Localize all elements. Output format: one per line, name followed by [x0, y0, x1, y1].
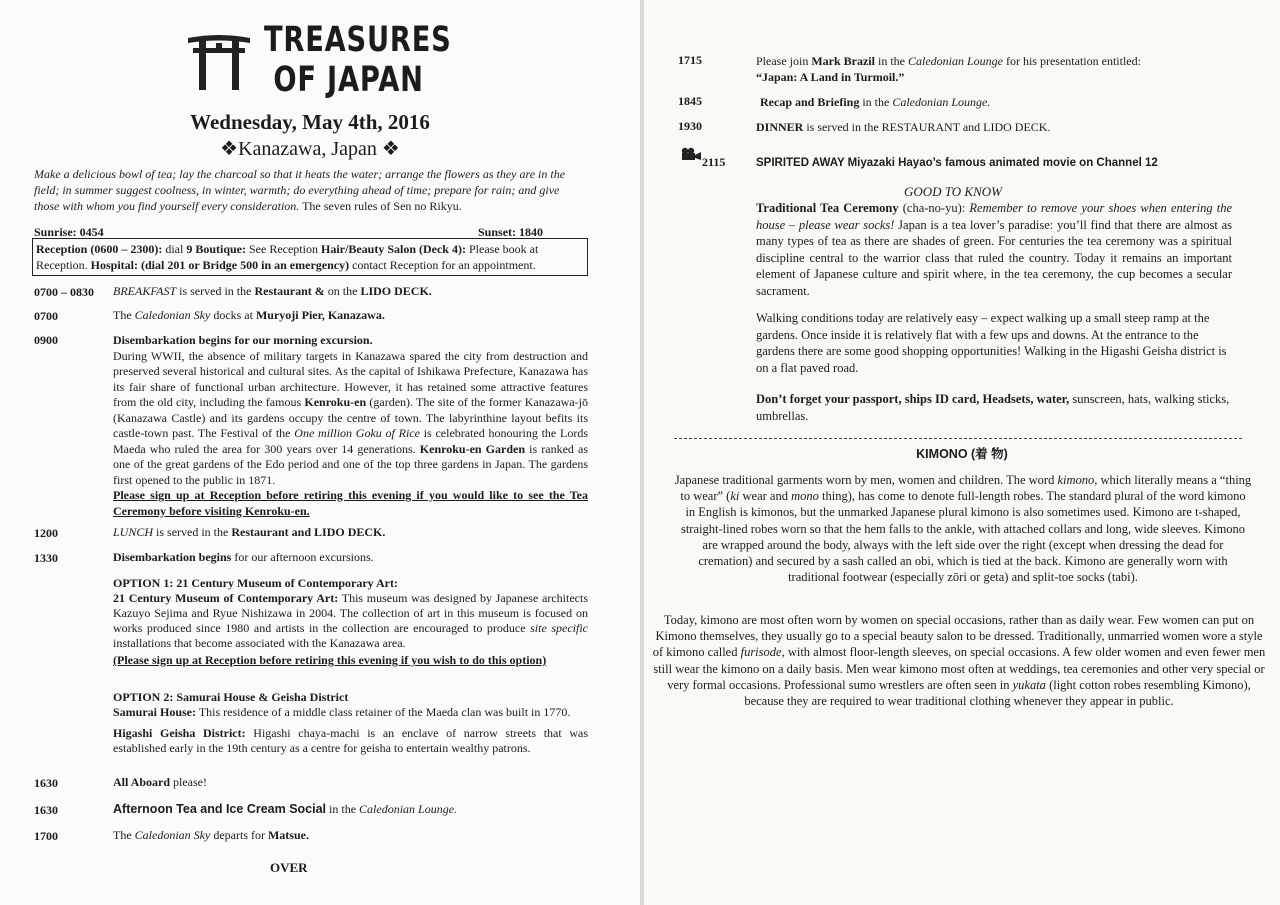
- disembark-p1: During WWII, the absence of military targets in Kanazawa spared the city from destruction and preserved several historical and cultural sites. As the capital of Ishikawa Prefecture, Kanazawa has its fair share of functional urban architecture. However, it has retained some attractive features from the old city, including the famous: [113, 348, 588, 409]
- docks-text: [113, 308, 588, 324]
- kimono-heading: KIMONO (着 物): [916, 447, 1008, 461]
- disembark-heading: Disembarkation begins for our morning excursion.: [113, 333, 373, 347]
- breakfast-text: [113, 284, 588, 300]
- presentation-lounge: Caledonian Lounge: [907, 54, 1003, 68]
- docks-c: docks at: [213, 308, 253, 322]
- afternoon-time: 1330: [34, 551, 58, 565]
- kimono-mono: mono: [791, 489, 819, 504]
- option-1-text: This museum was designed by Japanese architects Kazuyo Sejima and Ryue Nishizawa in 2004. The collection of art in this museum is focused on works produced since 1980 and artists in the collection are encouraged to produce: [113, 591, 588, 635]
- tea-social-time: 1630: [34, 803, 58, 817]
- tea-ceremony-reading: (cha-no-yu):: [902, 201, 966, 215]
- reminder-rest: sunscreen, hats, walking sticks, umbrellas.: [756, 392, 1230, 423]
- walking-conditions-paragraph: Walking conditions today are relatively easy – expect walking up a small steep ramp at the gardens. Once inside it is relatively flat with a few ups and downs. At the entrance to the gardens there are some good shopping opportunities! Walking in the Higashi Geisha district is on a flat paved road.: [756, 311, 1227, 375]
- recap-lounge: Caledonian Lounge.: [892, 95, 991, 109]
- good-to-know-heading: GOOD TO KNOW: [904, 184, 1002, 199]
- geisha-text: Higashi chaya-machi is an enclave of narrow streets that was established early in the 19th century as a centre for geisha to entertain wealthy patrons.: [113, 726, 589, 755]
- option-1-body: [113, 591, 588, 651]
- tea-social-lounge: Caledonian Lounge.: [359, 802, 458, 816]
- tea-social-text: [113, 802, 588, 818]
- right-page: [644, 0, 1280, 905]
- logo-line-2: OF JAPAN: [273, 60, 424, 100]
- kimono-p2b: with almost floor-length sleeves, on special occasions. A few older women and even fewer men still wear the kimono on a daily basis. Men wear kimono most often at weddings, tea ceremonies and other very special or very formal occasions. Professional sumo wrestlers are often seen in: [653, 645, 1266, 692]
- breakfast-time: 0700 – 0830: [34, 285, 94, 299]
- departs-a: The: [113, 828, 132, 842]
- recap-b: in the: [862, 95, 890, 109]
- kimono-paragraph-2: [652, 612, 1266, 709]
- option-1-signup-note: (Please sign up at Reception before retiring this evening if you wish to do this option): [113, 653, 547, 667]
- afternoon-text: [113, 550, 588, 566]
- tea-social-title: Afternoon Tea and Ice Cream Social: [113, 802, 327, 816]
- disembark-p3: is celebrated honouring the Lords Maeda who ruled the area for 300 years over 14 generations.: [113, 426, 589, 456]
- option-1: [113, 576, 588, 668]
- movie-text: SPIRITED AWAY Miyazaki Hayao’s famous animated movie on Channel 12: [756, 157, 1158, 169]
- samurai-label: Samurai House:: [113, 705, 197, 719]
- option-2: [113, 690, 588, 756]
- presentation-text: [756, 53, 1231, 85]
- hospital-label: Hospital:: [90, 258, 138, 272]
- departs-destination: Matsue.: [267, 828, 309, 842]
- kimono-p2a: Today, kimono are most often worn by women on special occasions, rather than as daily wear. Few women can put on Kimono themselves, they usually go to a special beauty salon to be dressed. Traditionally, unmarried women wore a style of kimono called: [652, 613, 1263, 660]
- festival-name: One million Goku of Rice: [294, 426, 420, 440]
- reception-dial: dial: [165, 242, 184, 256]
- geisha-label: Higashi Geisha District:: [113, 726, 246, 740]
- salon-label: Hair/Beauty Salon (Deck 4):: [320, 242, 466, 256]
- tea-social-b: in the: [329, 802, 357, 816]
- services-info-box: [32, 238, 588, 276]
- breakfast-b: is served in the: [179, 284, 252, 298]
- departs-c: departs for: [213, 828, 265, 842]
- recap-time: 1845: [678, 94, 702, 108]
- boutique-text: See Reception: [249, 242, 318, 256]
- disembark-time: 0900: [34, 333, 58, 347]
- reception-label: Reception (0600 – 2300):: [36, 242, 163, 256]
- movie-camera-icon: [680, 147, 702, 161]
- breakfast-word: BREAKFAST: [113, 284, 177, 298]
- dinner-b: is served in the RESTAURANT and LIDO DECK.: [806, 120, 1051, 134]
- over-label: OVER: [270, 860, 308, 875]
- breakfast-d: on the: [327, 284, 358, 298]
- samurai-house: [113, 705, 588, 720]
- quote-attribution: The seven rules of Sen no Rikyu.: [302, 199, 462, 213]
- port-heading: ❖Kanazawa, Japan ❖: [220, 138, 400, 160]
- presentation-c: in the: [877, 54, 905, 68]
- treasures-of-japan-logo: [186, 20, 452, 106]
- reception-number: 9: [186, 242, 193, 256]
- kimono-p1b: which literally means a “thing to wear” (: [680, 473, 1252, 504]
- hospital-text: (dial 201 or Bridge 500 in an emergency): [141, 258, 350, 272]
- sunrise: Sunrise: 0454: [34, 225, 104, 239]
- presentation-title: “Japan: A Land in Turmoil.”: [756, 70, 905, 84]
- afternoon-a: Disembarkation begins: [113, 550, 232, 564]
- tea-ceremony-signup-note: Please sign up at Reception before retiring this evening if you would like to see the Tea Ceremony before visiting Kenroku-en.: [113, 488, 588, 518]
- breakfast-c: Restaurant &: [254, 284, 325, 298]
- lunch-c: Restaurant and LIDO DECK.: [231, 525, 386, 539]
- torii-gate-icon: [186, 34, 252, 90]
- reminder-paragraph: [756, 391, 1232, 424]
- lunch-text: [113, 525, 588, 541]
- disembark-p4: is ranked as one of the great gardens of the Edo period and one of the top three gardens in Japan. The gardens first opened to the public in 1871.: [113, 441, 589, 487]
- kimono-word: kimono,: [1057, 473, 1098, 487]
- quote-text: Make a delicious bowl of tea; lay the charcoal so that it heats the water; arrange the flowers as they are in the field; in summer suggest coolness, in winter, warmth; do everything ahead of time; prepare for rain; and give those with whom you find yourself every consideration.: [34, 167, 566, 213]
- logo-line-1: TREASURES: [264, 20, 452, 60]
- kimono-ki: ki: [730, 489, 740, 504]
- kimono-p1a: Japanese traditional garments worn by men, women and children. The word: [674, 473, 1055, 487]
- logo-title: [264, 20, 452, 100]
- disembark-body: [113, 349, 588, 489]
- option-1-site: site specific: [530, 621, 588, 635]
- dinner-text: [756, 119, 1231, 135]
- hospital-tail: contact Reception for an appointment.: [352, 258, 536, 272]
- docks-ship: Caledonian Sky: [134, 308, 211, 322]
- presentation-a: Please join: [756, 54, 809, 68]
- departs-time: 1700: [34, 829, 58, 843]
- movie-time: 2115: [702, 155, 726, 169]
- lunch-time: 1200: [34, 526, 58, 540]
- kimono-p1c: wear and: [742, 489, 788, 504]
- aboard-text: [113, 775, 588, 791]
- docks-pier: Muryoji Pier, Kanazawa.: [255, 308, 385, 322]
- disembark-p2: (garden). The site of the former Kanazawa-jō (Kanazawa Castle) and its gardens occupy the centre of town. The labyrinthine layout befits its castle-town past. The Festival of the: [113, 395, 589, 440]
- boutique-label: Boutique:: [195, 242, 246, 256]
- aboard-a: All Aboard: [113, 775, 171, 789]
- kenroku-en-2: Kenroku-en Garden: [419, 441, 526, 456]
- tea-ceremony-label: Traditional Tea Ceremony: [756, 201, 899, 215]
- kimono-p1d: thing), has come to denote full-length robes. The standard plural of the word kimono in English is kimonos, but the unmarked Japanese plural kimono is also sometimes used. Kimono are t-shaped, straight-lined robes worn so that the hem falls to the ankle, with attached collars and long, wide sleeves. Kimono are wrapped around the body, always with the left side over the right (except when dressing the dead for cremation) and secured by a sash called an obi, which is tied at the back. Kimono are generally worn with traditional footwear (especially zōri or geta) and split-toe socks (tabi).: [680, 489, 1246, 585]
- kimono-furisode: furisode,: [740, 645, 785, 660]
- samurai-text: This residence of a middle class retainer of the Maeda clan was built in 1770.: [198, 705, 571, 719]
- docks-a: The: [113, 308, 132, 322]
- recap-title: Recap and Briefing: [760, 95, 860, 109]
- afternoon-b: for our afternoon excursions.: [234, 550, 374, 564]
- section-divider: [674, 438, 1242, 439]
- disembark-section: [113, 333, 588, 519]
- tea-ceremony-paragraph: [756, 200, 1232, 299]
- option-1-tail: installations that become associated with the Kanazawa area.: [113, 636, 406, 650]
- sunset: Sunset: 1840: [478, 225, 544, 239]
- presentation-e: for his presentation entitled:: [1005, 54, 1141, 68]
- dinner-word: DINNER: [756, 120, 804, 134]
- aboard-b: please!: [173, 775, 207, 789]
- departs-ship: Caledonian Sky: [134, 828, 211, 842]
- tea-rules-quote: [34, 166, 582, 214]
- option-1-title: OPTION 1: 21 Century Museum of Contemporary Art:: [113, 576, 398, 590]
- dinner-time: 1930: [678, 119, 702, 133]
- docks-time: 0700: [34, 309, 58, 323]
- date-heading: Wednesday, May 4th, 2016: [190, 110, 430, 134]
- kenroku-en-1: Kenroku-en: [304, 395, 367, 409]
- breakfast-e: LIDO DECK.: [360, 284, 432, 298]
- recap-text: [760, 94, 1235, 110]
- tea-ceremony-shoes-note: Remember to remove your shoes when entering the house – please wear socks!: [756, 201, 1233, 232]
- kimono-yukata: yukata: [1012, 677, 1046, 692]
- option-1-label: 21 Century Museum of Contemporary Art:: [113, 591, 339, 605]
- salon-text: Please book at Reception.: [36, 242, 539, 272]
- departs-text: [113, 828, 588, 844]
- geisha-district: [113, 726, 588, 756]
- lunch-word: LUNCH: [113, 525, 154, 539]
- reminder-bold: Don’t forget your passport, ships ID card, Headsets, water,: [756, 392, 1070, 406]
- aboard-time: 1630: [34, 776, 58, 790]
- kimono-p2c: (light cotton robes resembling Kimono), because they are required to wear traditional clothing whenever they appear in public.: [744, 677, 1251, 709]
- option-2-title: OPTION 2: Samurai House & Geisha District: [113, 690, 349, 704]
- presenter-name: Mark Brazil: [811, 54, 875, 68]
- kimono-paragraph-1: [674, 472, 1252, 585]
- presentation-time: 1715: [678, 53, 702, 67]
- lunch-b: is served in the: [156, 525, 229, 539]
- tea-ceremony-text: Japan is a tea lover’s paradise: you’ll find that there are almost as many types of tea as there are shades of green. For centuries the tea ceremony was a spiritual discipline central to the warrior class that ruled the country. Today it remains an important element of Japanese culture and spirit where, in the tea ceremony, the cup becomes a secular sacrament.: [756, 217, 1232, 298]
